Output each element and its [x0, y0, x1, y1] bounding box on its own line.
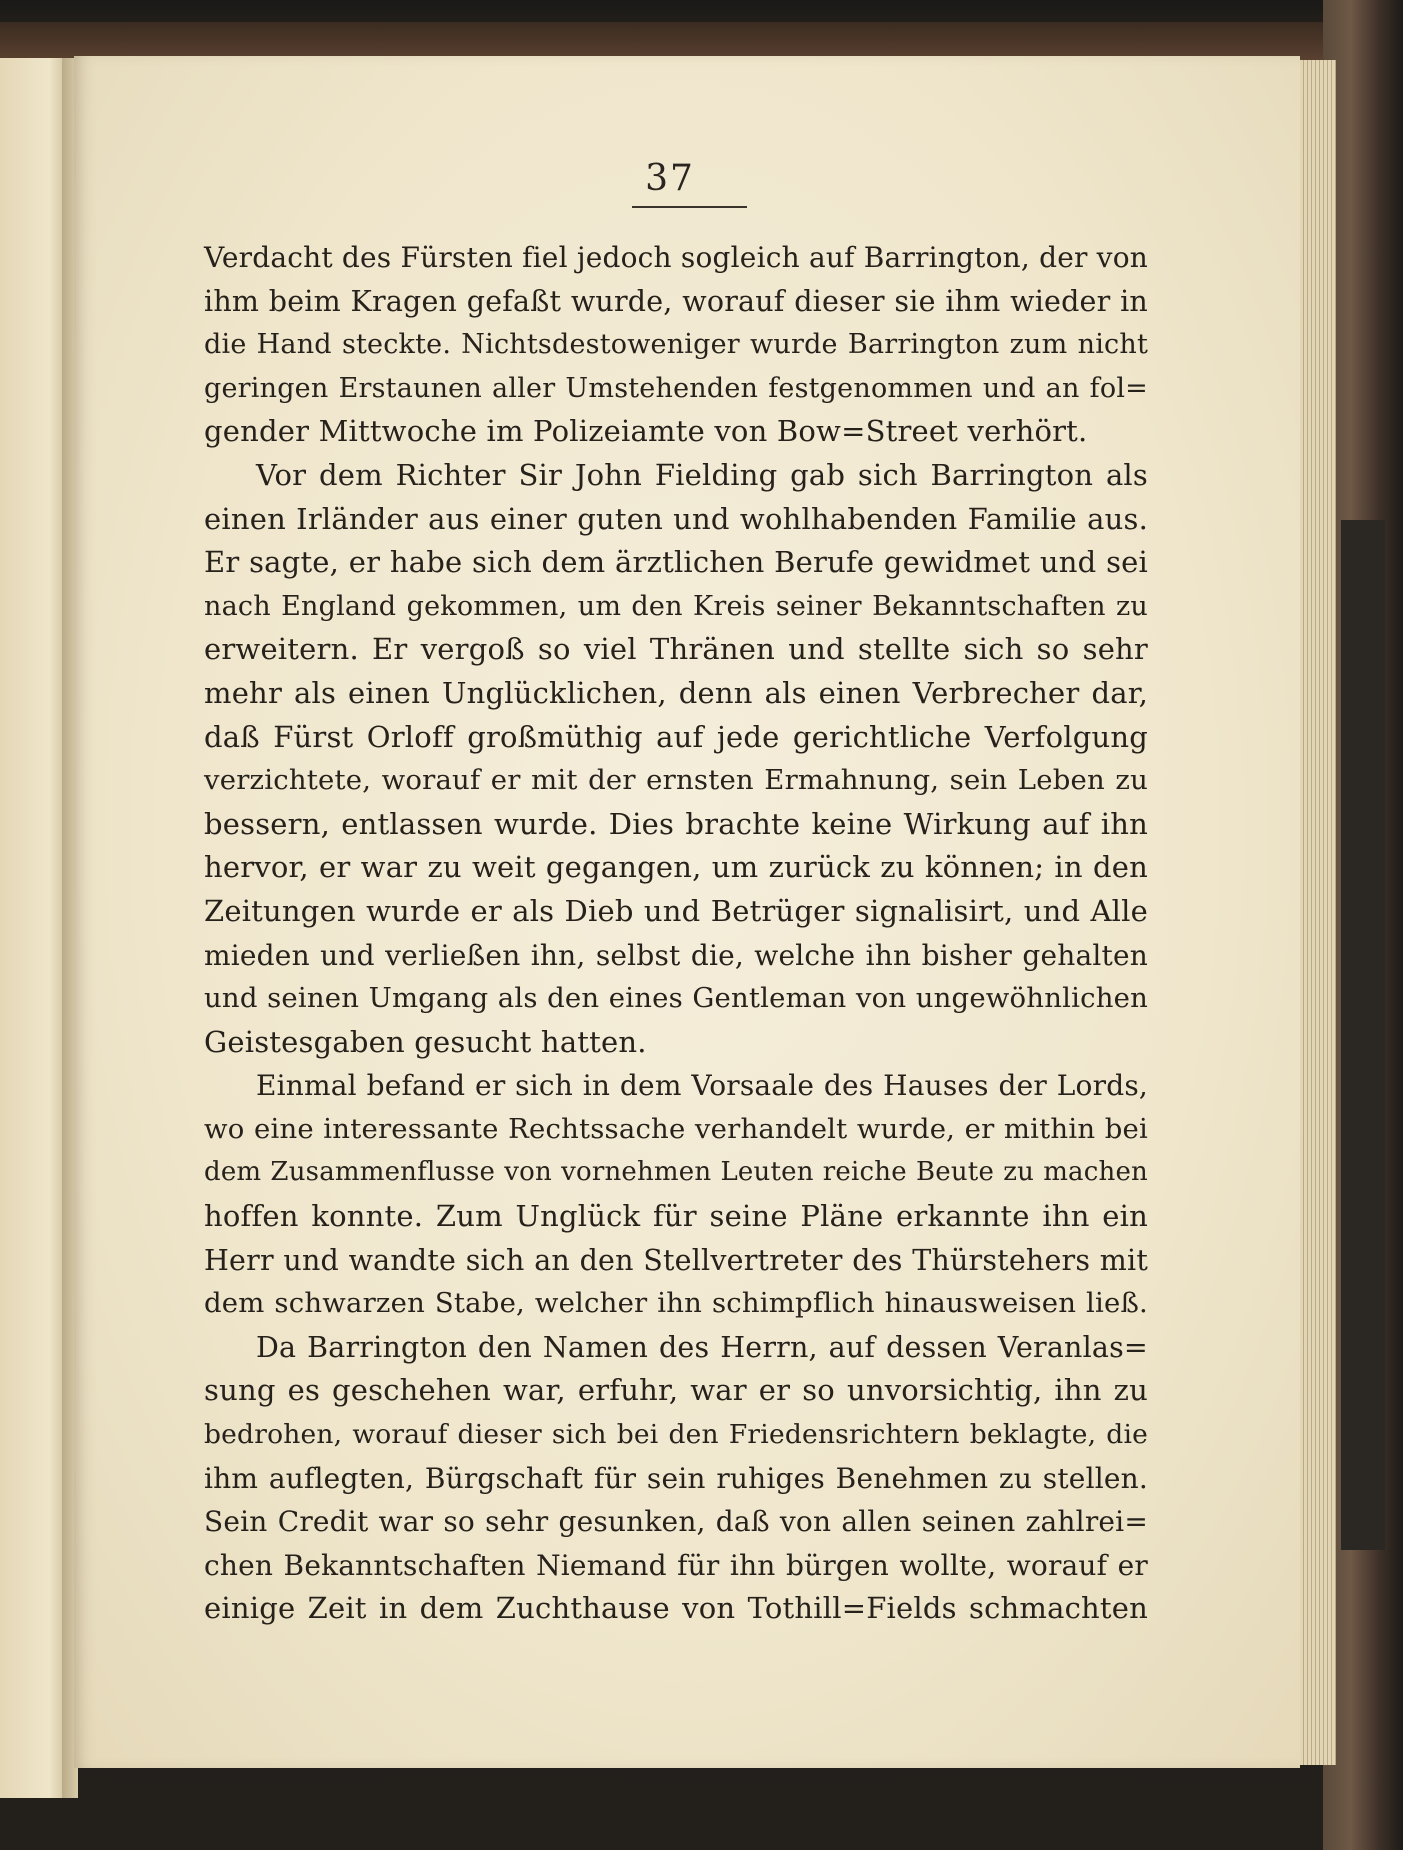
text-line: gender Mittwoche im Polizeiamte von Bow=Street verhört.: [204, 414, 1088, 449]
text-line: bedrohen, worauf dieser sich bei den Friedensrichtern beklagte, die: [204, 1419, 1148, 1451]
text-line: dem schwarzen Stabe, welcher ihn schimpflich hinausweisen ließ.: [204, 1287, 1148, 1320]
page-block-edges: [1296, 60, 1336, 1765]
text-line: hoffen konnte. Zum Unglück für seine Pläne erkannte ihn ein: [204, 1199, 1148, 1234]
text-line: Vor dem Richter Sir John Fielding gab sich Barrington als: [256, 457, 1148, 492]
text-line: sung es geschehen war, erfuhr, war er so unvorsichtig, ihn zu: [204, 1373, 1148, 1408]
text-line: Da Barrington den Namen des Herrn, auf dessen Veranlas=: [256, 1330, 1148, 1364]
text-line: einen Irländer aus einer guten und wohlhabenden Familie aus.: [204, 501, 1148, 536]
text-line: dem Zusammenflusse von vornehmen Leuten reiche Beute zu machen: [204, 1157, 1148, 1188]
text-line: nach England gekommen, um den Kreis seiner Bekanntschaften zu: [204, 590, 1148, 622]
text-line: Einmal befand er sich in dem Vorsaale des Hauses der Lords,: [256, 1069, 1148, 1103]
text-line: Verdacht des Fürsten fiel jedoch sogleich auf Barrington, der von: [204, 241, 1148, 274]
text-line: chen Bekanntschaften Niemand für ihn bürgen wollte, worauf er: [204, 1548, 1148, 1582]
text-line: geringen Erstaunen aller Umstehenden festgenommen und an fol=: [204, 372, 1148, 404]
text-line: daß Fürst Orloff großmüthig auf jede gerichtliche Verfolgung: [204, 719, 1148, 754]
text-line: verzichtete, worauf er mit der ernsten Ermahnung, sein Leben zu: [204, 764, 1148, 797]
text-line: hervor, er war zu weit gegangen, um zurück zu können; in den: [204, 850, 1148, 885]
text-line: erweitern. Er vergoß so viel Thränen und stellte sich so sehr: [204, 632, 1148, 667]
previous-page-edge: [0, 58, 70, 1798]
text-line: mieden und verließen ihn, selbst die, welche ihn bisher gehalten: [204, 938, 1148, 972]
text-line: Geistesgaben gesucht hatten.: [204, 1024, 647, 1059]
text-line: ihm beim Kragen gefaßt wurde, worauf dieser sie ihm wieder in: [204, 284, 1148, 318]
page-number: 37: [645, 158, 695, 199]
text-line: Sein Credit war so sehr gesunken, daß von allen seinen zahlrei=: [204, 1505, 1148, 1539]
text-line: ihm auflegten, Bürgschaft für sein ruhiges Benehmen zu stellen.: [204, 1461, 1148, 1495]
text-line: Zeitungen wurde er als Dieb und Betrüger signalisirt, und Alle: [204, 893, 1148, 928]
text-line: und seinen Umgang als den eines Gentleman von ungewöhnlichen: [204, 982, 1148, 1015]
text-line: mehr als einen Unglücklichen, denn als einen Verbrecher dar,: [204, 675, 1148, 710]
cover-spine-panel: [1341, 520, 1385, 1550]
text-line: bessern, entlassen wurde. Dies brachte keine Wirkung auf ihn: [204, 806, 1148, 841]
text-line: die Hand steckte. Nichtsdestoweniger wurde Barrington zum nicht: [204, 329, 1148, 361]
page-number-rule: [632, 206, 747, 208]
body-text: [204, 236, 1148, 1631]
text-line: Herr und wandte sich an den Stellvertreter des Thürstehers mit: [204, 1243, 1148, 1277]
text-line: Er sagte, er habe sich dem ärztlichen Berufe gewidmet und sei: [204, 545, 1148, 580]
text-line: wo eine interessante Rechtssache verhandelt wurde, er mithin bei: [204, 1112, 1148, 1145]
text-line: einige Zeit in dem Zuchthause von Tothill=Fields schmachten: [204, 1591, 1148, 1626]
